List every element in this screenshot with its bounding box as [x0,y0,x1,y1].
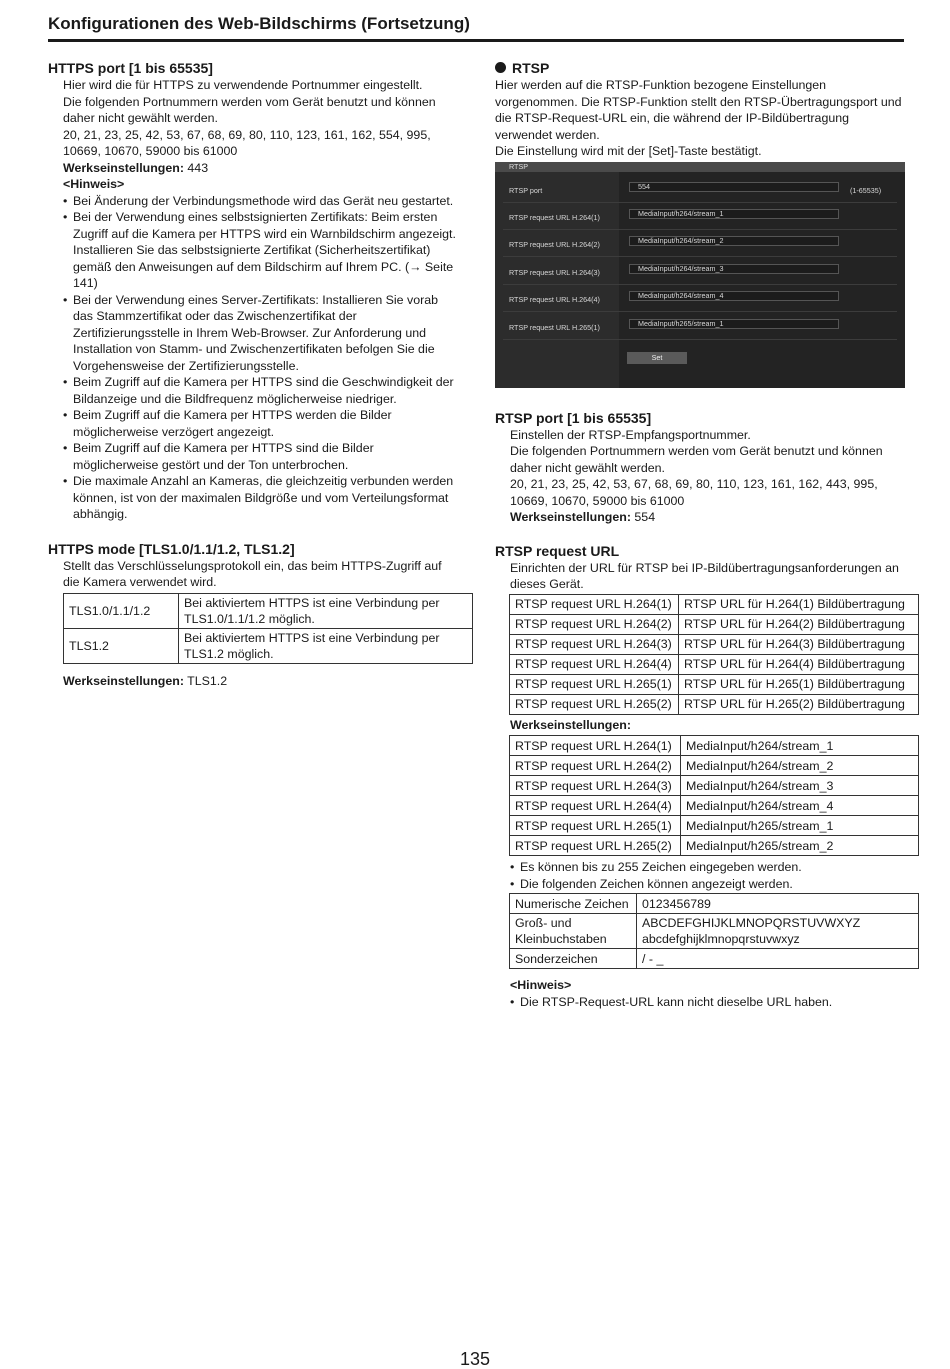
table-cell: Numerische Zeichen [510,894,637,914]
rtsp-url-desc: Einrichten der URL für RTSP bei IP-Bildübertragungsanforderungen an dieses Gerät. [510,560,899,591]
table-row [510,776,919,796]
rtsp-port-default [510,509,905,526]
screenshot-row [503,313,897,340]
screenshot-row [503,285,897,312]
default-label: Werkseinstellungen: [510,717,631,732]
table-row [510,674,919,694]
list-item: • Die maximale Anzahl an Kameras, die gleichzeitig verbunden werden können, ist von der maximalen Bildgröße und vom Verteilungsformat abhängig. [63,473,458,523]
table-cell: RTSP request URL H.265(2) [510,836,681,856]
table-cell: Bei aktiviertem HTTPS ist eine Verbindung per TLS1.0/1.1/1.2 möglich. [179,593,473,628]
table-row [510,654,919,674]
table-cell: RTSP request URL H.264(2) [510,614,679,634]
rtsp-url-input[interactable]: MediaInput/h264/stream_3 [629,264,839,274]
screenshot-row-label: RTSP port [509,185,543,195]
list-item: • Beim Zugriff auf die Kamera per HTTPS sind die Bilder möglicherweise gestört und der Ton unterbrochen. [63,440,458,473]
https-mode-section [48,540,458,690]
rtsp-url-input[interactable]: MediaInput/h264/stream_2 [629,236,839,246]
table-row [510,816,919,836]
table-row [64,593,473,628]
table-row [510,796,919,816]
table-cell: RTSP request URL H.264(2) [510,756,681,776]
table-row [510,594,919,614]
page-number: 135 [459,1349,491,1369]
table-cell: RTSP URL für H.264(3) Bildübertragung [679,634,919,654]
page-title: Konfigurationen des Web-Bildschirms (Fortsetzung) [48,14,470,33]
table-cell: Bei aktiviertem HTTPS ist eine Verbindung per TLS1.2 möglich. [179,628,473,663]
list-item: • Bei der Verwendung eines selbstsignierten Zertifikats: Beim ersten Zugriff auf die Kamera per HTTPS wird ein Warnbildschirm angezeigt. Installieren Sie das selbstsignierte Zertifikat (Sicherheitszertifikat) gemäß den Anweisungen auf dem Bildschirm auf Ihrem PC. (→ Seite 141) [63,209,458,292]
rtsp-url-input[interactable]: MediaInput/h264/stream_4 [629,291,839,301]
table-cell: RTSP request URL H.264(1) [510,594,679,614]
rtsp-settings-screenshot [495,162,905,388]
rtsp-port-line2: Die folgenden Portnummern werden vom Gerät benutzt und können daher nicht gewählt werden. [510,444,883,475]
https-port-line1: Hier wird die für HTTPS zu verwendende Portnummer eingestellt. [63,78,423,92]
table-cell: RTSP URL für H.265(2) Bildübertragung [679,694,919,714]
set-button[interactable]: Set [627,352,687,364]
allowed-chars-table [509,893,919,969]
table-cell: MediaInput/h264/stream_2 [681,756,919,776]
rtsp-url-heading: RTSP request URL [495,542,620,559]
rtsp-url-default-label [495,717,905,734]
default-label: Werkseinstellungen: [63,160,184,175]
default-label: Werkseinstellungen: [510,510,631,524]
table-cell: RTSP URL für H.264(2) Bildübertragung [679,614,919,634]
screenshot-row [503,176,897,203]
screenshot-title-bar: RTSP [495,162,905,172]
table-cell: RTSP URL für H.264(1) Bildübertragung [679,594,919,614]
table-row [510,914,919,949]
screenshot-row [503,258,897,285]
rtsp-section [495,59,905,388]
table-cell: 0123456789 [637,894,919,914]
rtsp-port-section [495,409,905,526]
table-cell: RTSP request URL H.264(4) [510,796,681,816]
rtsp-url-notes [495,859,905,892]
note-heading-text: <Hinweis> [510,978,572,992]
default-label: Werkseinstellungen: [63,673,184,688]
rtsp-port-reserved: 20, 21, 23, 25, 42, 53, 67, 68, 69, 80, 110, 123, 161, 162, 443, 995, 10669, 10670, 59000 bis 61000 [510,477,878,508]
table-cell: MediaInput/h265/stream_2 [681,836,919,856]
screenshot-range: (1-65535) [850,185,882,195]
list-item: • Die RTSP-Request-URL kann nicht dieselbe URL haben. [510,994,905,1011]
table-cell: RTSP URL für H.264(4) Bildübertragung [679,654,919,674]
https-mode-table [63,593,473,664]
table-cell [637,914,919,949]
lowercase-chars: abcdefghijklmnopqrstuvwxyz [642,932,800,946]
table-cell: MediaInput/h264/stream_3 [681,776,919,796]
table-cell: RTSP request URL H.265(2) [510,694,679,714]
rtsp-url-section [495,542,905,1011]
note-heading-text: <Hinweis> [63,177,125,191]
table-row [510,736,919,756]
right-column [495,59,905,1010]
rtsp-note-heading [495,977,905,994]
default-value: 554 [630,510,656,524]
left-column [48,59,458,689]
https-port-heading: HTTPS port [1 bis 65535] [48,60,213,76]
list-item: • Es können bis zu 255 Zeichen eingegeben werden. [510,859,905,876]
table-row [510,634,919,654]
table-cell: RTSP request URL H.264(3) [510,776,681,796]
screenshot-row-label: RTSP request URL H.264(3) [509,267,600,277]
rtsp-heading-text: RTSP [512,60,550,76]
table-row [510,756,919,776]
table-cell: Sonderzeichen [510,949,637,969]
table-cell: RTSP request URL H.264(3) [510,634,679,654]
screenshot-row-label: RTSP request URL H.264(1) [509,212,600,222]
table-row [510,614,919,634]
rtsp-port-input[interactable]: 554 [629,182,839,192]
table-cell: MediaInput/h264/stream_1 [681,736,919,756]
table-row [510,694,919,714]
table-cell: RTSP request URL H.264(4) [510,654,679,674]
screenshot-row-label: RTSP request URL H.264(2) [509,239,600,249]
bullet-dot-icon [495,62,506,73]
table-cell: TLS1.2 [64,628,179,663]
list-item: • Bei der Verwendung eines Server-Zertifikats: Installieren Sie vorab das Stammzertifikat oder das Zwischenzertifikat der Zertifizierungsstelle in Ihrem Web-Browser. Zur Anforderung und Installation von Stamm- und Zwischenzertifikaten befolgen Sie die Vorgehensweise der Zertifizierungsstelle. [63,292,458,375]
list-item: • Bei Änderung der Verbindungsmethode wird das Gerät neu gestartet. [63,193,458,210]
table-cell: TLS1.0/1.1/1.2 [64,593,179,628]
rtsp-url-input[interactable]: MediaInput/h264/stream_1 [629,209,839,219]
https-mode-heading: HTTPS mode [TLS1.0/1.1/1.2, TLS1.2] [48,540,295,557]
default-value: TLS1.2 [183,673,228,688]
rtsp-port-line1: Einstellen der RTSP-Empfangsportnummer. [510,427,751,442]
list-item: • Die folgenden Zeichen können angezeigt werden. [510,876,905,893]
screenshot-row [503,230,897,257]
rtsp-heading [495,59,905,77]
https-port-section [48,59,458,523]
https-mode-default [48,673,458,690]
https-mode-desc: Stellt das Verschlüsselungsprotokoll ein, das beim HTTPS-Zugriff auf die Kamera verwendet wird. [63,558,442,589]
list-item: • Beim Zugriff auf die Kamera per HTTPS sind die Geschwindigkeit der Bildanzeige und die Bildfrequenz möglicherweise niedriger. [63,374,458,407]
table-row [64,628,473,663]
screenshot-row [503,203,897,230]
table-row [510,894,919,914]
list-item: • Beim Zugriff auf die Kamera per HTTPS werden die Bilder möglicherweise verzögert angezeigt. [63,407,458,440]
rtsp-url-input[interactable]: MediaInput/h265/stream_1 [629,319,839,329]
table-cell: RTSP request URL H.265(1) [510,816,681,836]
table-cell: RTSP request URL H.264(1) [510,736,681,756]
screenshot-row-label: RTSP request URL H.264(4) [509,294,600,304]
https-port-default [63,160,458,177]
table-cell: Groß- und Kleinbuchstaben [510,914,637,949]
https-port-line2: Die folgenden Portnummern werden vom Gerät benutzt und können daher nicht gewählt werden. [63,94,436,125]
https-port-reserved: 20, 21, 23, 25, 42, 53, 67, 68, 69, 80, 110, 123, 161, 162, 554, 995, 10669, 10670, 59000 bis 61000 [63,127,431,158]
default-value: 443 [183,160,209,175]
rtsp-url-table [509,594,919,715]
page-header [48,12,904,42]
uppercase-chars: ABCDEFGHIJKLMNOPQRSTUVWXYZ [642,916,861,930]
table-row [510,836,919,856]
table-cell: RTSP URL für H.265(1) Bildübertragung [679,674,919,694]
table-row [510,949,919,969]
table-cell: MediaInput/h265/stream_1 [681,816,919,836]
screenshot-row-label: RTSP request URL H.265(1) [509,322,600,332]
rtsp-desc: Hier werden auf die RTSP-Funktion bezogene Einstellungen vorgenommen. Die RTSP-Funktion stellt den RTSP-Übertragungsport und die RTSP-Request-URL ein, die während der IP-Bildübertragung verwendet werden. [495,78,902,142]
rtsp-final-notes [495,994,905,1011]
table-cell: RTSP request URL H.265(1) [510,674,679,694]
table-cell: / - _ [637,949,919,969]
table-cell: MediaInput/h264/stream_4 [681,796,919,816]
rtsp-url-defaults-table [509,735,919,856]
rtsp-port-heading: RTSP port [1 bis 65535] [495,409,652,426]
rtsp-set-note: Die Einstellung wird mit der [Set]-Taste bestätigt. [495,144,762,158]
note-heading [63,176,458,193]
https-notes-list [48,193,458,523]
